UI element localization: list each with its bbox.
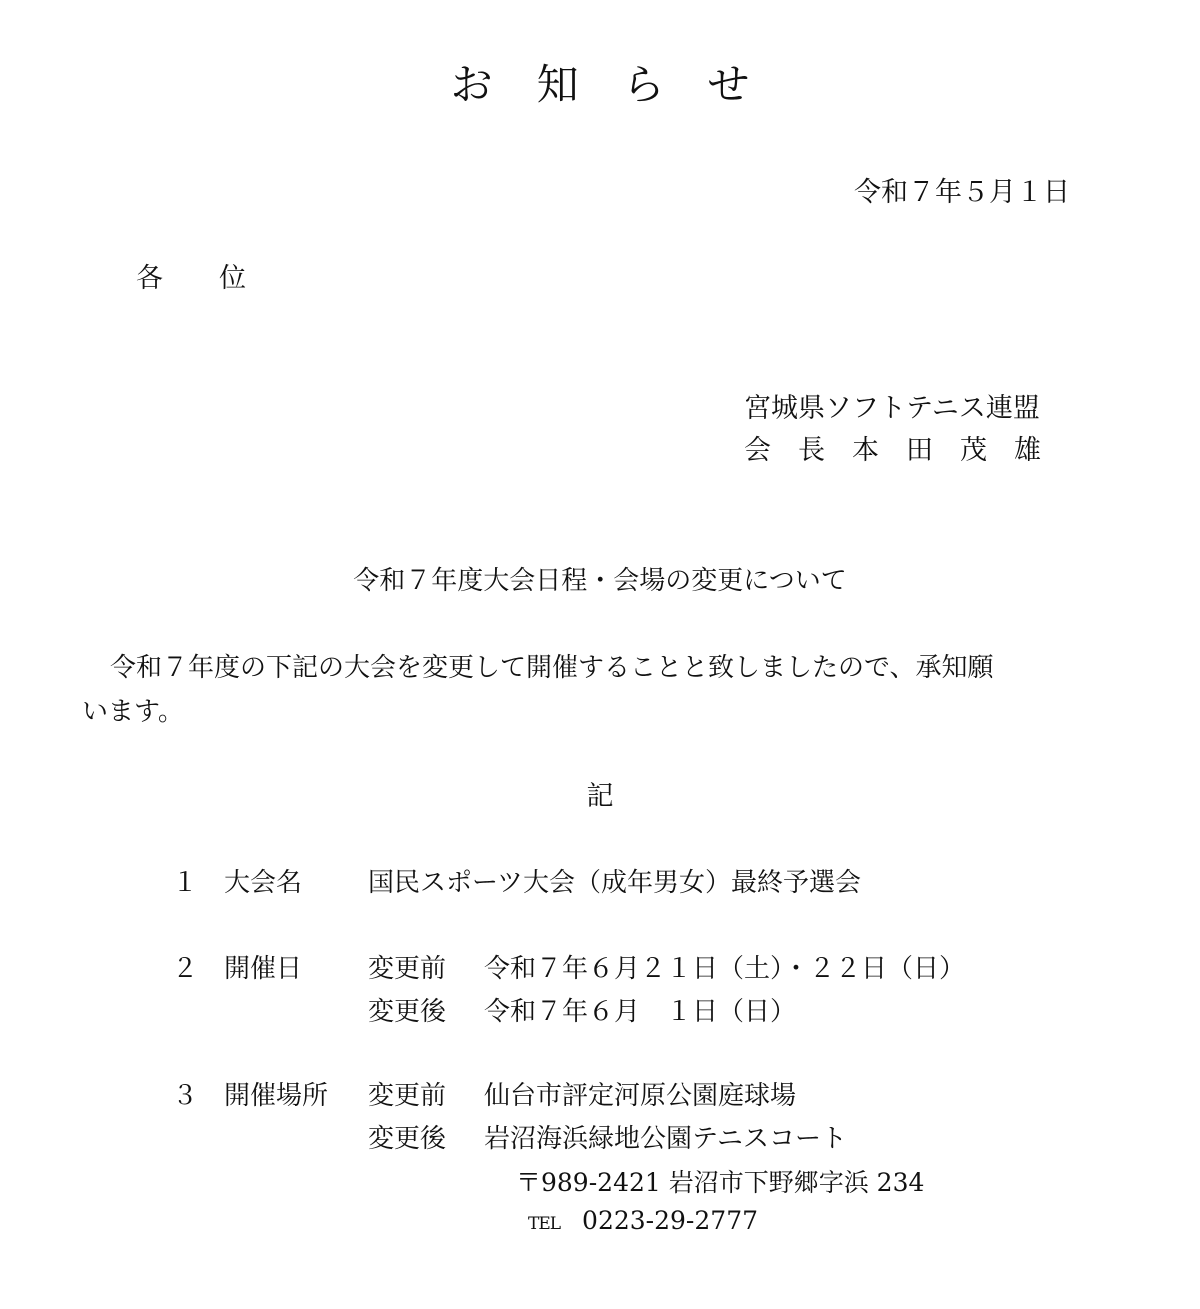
item-2-after-label: 変更後 <box>368 997 447 1027</box>
item-2-before-value: 令和７年６月２１日（土）・２２日（日） <box>484 954 966 984</box>
sender-representative: 会長本田茂雄 <box>744 435 1068 466</box>
item-3-after-label: 変更後 <box>368 1124 447 1154</box>
tel-number: 0223-29-2777 <box>582 1206 758 1235</box>
tel-label: TEL <box>528 1214 561 1234</box>
item-3-number: ３ <box>172 1081 199 1111</box>
venue-address: 〒989-2421 岩沼市下野郷字浜 234 <box>516 1168 925 1197</box>
addressee-char-1: 各 <box>136 263 163 294</box>
item-3-after-value: 岩沼海浜緑地公園テニスコート <box>484 1124 847 1154</box>
item-2-number: ２ <box>172 954 199 984</box>
item-2-label: 開催日 <box>224 954 303 984</box>
item-3-before-value: 仙台市評定河原公園庭球場 <box>484 1081 797 1111</box>
item-1-value: 国民スポーツ大会（成年男女）最終予選会 <box>368 868 861 898</box>
item-3-label: 開催場所 <box>224 1081 329 1111</box>
issue-date: 令和７年５月１日 <box>854 177 1070 208</box>
item-2-before-label: 変更前 <box>368 954 447 984</box>
notice-body-line-2: います。 <box>82 697 184 727</box>
sender-organization: 宮城県ソフトテニス連盟 <box>744 393 1040 424</box>
item-1-label: 大会名 <box>224 868 303 898</box>
venue-telephone <box>528 1206 758 1235</box>
item-2-after-value: 令和７年６月 １日（日） <box>484 997 797 1027</box>
item-1-number: １ <box>172 868 199 898</box>
notice-body-line-1: 令和７年度の下記の大会を変更して開催することと致しましたので、承知願 <box>110 653 994 683</box>
document-title: お知らせ <box>450 60 794 109</box>
ki-heading: 記 <box>586 781 614 812</box>
addressee-char-2: 位 <box>219 263 246 294</box>
addressee <box>136 256 302 295</box>
item-3-before-label: 変更前 <box>368 1081 447 1111</box>
notice-subject: 令和７年度大会日程・会場の変更について <box>353 566 847 596</box>
